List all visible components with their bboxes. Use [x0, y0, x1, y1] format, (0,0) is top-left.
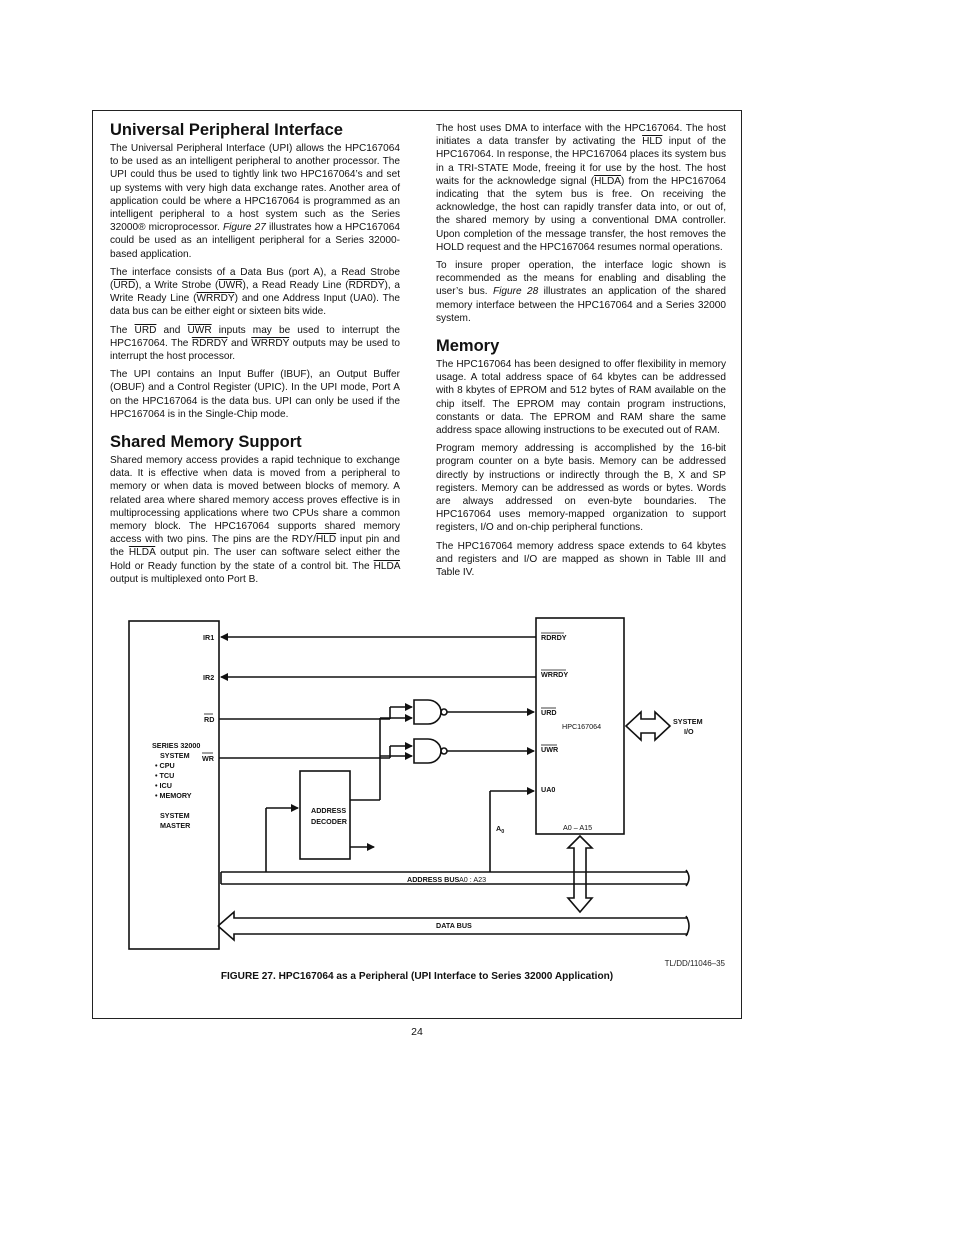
wr-label: WR — [202, 754, 214, 763]
hpc-name-label: HPC167064 — [562, 722, 602, 731]
uwr-label: UWR — [541, 745, 559, 754]
system-io-label-2: I/O — [684, 727, 694, 736]
rdrdy-label: RDRDY — [541, 633, 567, 642]
decoder-label-2: DECODER — [311, 817, 347, 826]
ir1-label: IR1 — [203, 633, 215, 642]
upi-paragraph-3: The $\overline{URD}$ and $\overline{UWR}$ inputs may be used to interrupt the HPC167064. The RDRDY and WRRDY outputs may be used to interrupt the host processor. — [110, 324, 401, 363]
upi-paragraph-2: The interface consists of a Data Bus (port A), a Read Strobe $(\overline{URD})$, a Write Strobe $(\overline{UWR})$, a Read Ready Line (RDRDY), a Write Ready Line (WRRDY) and one Address Input (UA0). The data bus can be either eight or sixteen bits wide. — [110, 266, 400, 318]
master-line-6: • MEMORY — [155, 791, 192, 800]
master-line-3: • CPU — [155, 761, 175, 770]
master-line-8: SYSTEM — [160, 811, 190, 820]
ua0-label: UA0 — [541, 785, 556, 794]
memory-paragraph-2: Program memory addressing is accomplished by the 16-bit program counter on a byte basis. Memory can be addressed directly by instructions or indirectly through the B, X and SP registers. Memory can be addressed as words or bytes. Words are always addressed on even-byte boundaries. The HPC167064 uses memory-mapped organization to support registers, I/O and on-chip peripheral functions. — [436, 443, 726, 534]
decoder-label-1: ADDRESS — [311, 806, 347, 815]
data-bus-label: DATA BUS — [436, 921, 472, 930]
master-line-5: • ICU — [155, 781, 172, 790]
upi-heading: Universal Peripheral Interface — [110, 121, 343, 139]
upi-paragraph-1: The Universal Peripheral Interface (UPI) allows the HPC167064 to be used as an intelligent peripheral to another processor. The UPI could thus be used to tightly link two HPC167064’s and set up systems with very high data exchange rates. Another area of application could be where a HPC167064 is programmed as an intelligent peripheral to a host system such as the Series 32000® microprocessor. Figure 27 illustrates how a HPC167064 could be used as an intelligent peripheral for a Series 32000-based application. — [110, 143, 400, 260]
system-io-label-1: SYSTEM — [673, 717, 703, 726]
wrrdy-label: WRRDY — [541, 670, 569, 679]
nand-gate-2 — [414, 739, 441, 763]
nand-gate-1 — [414, 700, 441, 724]
a0-a15-label: A0 – A15 — [563, 823, 593, 832]
ir2-label: IR2 — [203, 673, 215, 682]
a0-label: $A_0$ — [496, 824, 505, 835]
left-column — [110, 120, 400, 591]
page-number: 24 — [411, 1026, 423, 1038]
upi-paragraph-4: The UPI contains an Input Buffer (IBUF), an Output Buffer (OBUF) and a Control Register (UPIC). In the UPI mode, Port A on the HPC167064 is the data bus. UPI can only be used if the HPC167064 is in the Single-Chip mode. — [110, 369, 400, 420]
upi-interface-diagram — [110, 612, 730, 962]
figure-code: TL/DD/11046–35 — [664, 959, 725, 968]
rd-label: RD — [204, 715, 215, 724]
master-line-2: SYSTEM — [160, 751, 190, 760]
shared-memory-paragraph: Shared memory access provides a rapid technique to exchange data. It is effective when data is moved from a peripheral to memory or when data is moved between blocks of memory. A related area where shared memory access proves effective is in multiprocessing applications where two CPUs share a common memory block. The HPC167064 supports shared memory access with two pins. The pins are the RDY/$\overline{HLD}$ input pin and the HLDA output pin. The user can software select either the Hold or Ready function by the state of a control bit. The HLDA output is multiplexed onto Port B. — [110, 455, 400, 585]
memory-heading: Memory — [436, 337, 500, 356]
memory-paragraph-3: The HPC167064 memory address space extends to 64 kbytes and registers and I/O are mapped as shown in Table III and Table IV. — [436, 540, 726, 579]
address-bus-label: ADDRESS BUS — [407, 875, 460, 884]
system-master-box — [129, 621, 219, 949]
figure-caption: FIGURE 27. HPC167064 as a Peripheral (UPI Interface to Series 32000 Application) — [220, 971, 614, 982]
memory-paragraph-1: The HPC167064 has been designed to offer flexibility in memory usage. A total address space of 64 kbytes can be addressed with 8 kbytes of EPROM and 512 bytes of RAM available on the chip itself. The EPROM may contain program instructions, constants or data. The EPROM and RAM share the same address space allowing instructions to be executed out of RAM. — [436, 359, 726, 437]
dma-paragraph: The host uses DMA to interface with the HPC167064. The host initiates a data transfer by activating the $\overline{HLD}$ input of the HPC167064. In response, the HPC167064 places its system bus in a TRI-STATE Mode, freeing it for use by the host. The host waits for the acknowledge signal (HLDA) from the HPC167064 indicating that the sytem bus is free. On receiving the acknowledge, the host can rapidly transfer data into, or out of, the shared memory by using a conventional DMA controller. Upon completion of the message transfer, the host removes the HOLD request and the HPC167064 resumes normal operations. — [436, 123, 726, 253]
master-line-9: MASTER — [160, 821, 191, 830]
shared-memory-heading: Shared Memory Support — [110, 433, 302, 452]
master-line-1: SERIES 32000 — [152, 741, 201, 750]
master-line-4: • TCU — [155, 771, 175, 780]
address-decoder-box — [300, 771, 350, 859]
address-bus-range-label: A0 : A23 — [459, 875, 487, 884]
interface-logic-paragraph: To insure proper operation, the interface logic shown is recommended as the means for enabling and disabling the user’s bus. Figure 28 illustrates an application of the shared memory interface between the HPC167064 and a Series 32000 system. — [436, 260, 726, 324]
urd-label: URD — [541, 708, 557, 717]
right-column — [436, 122, 726, 584]
